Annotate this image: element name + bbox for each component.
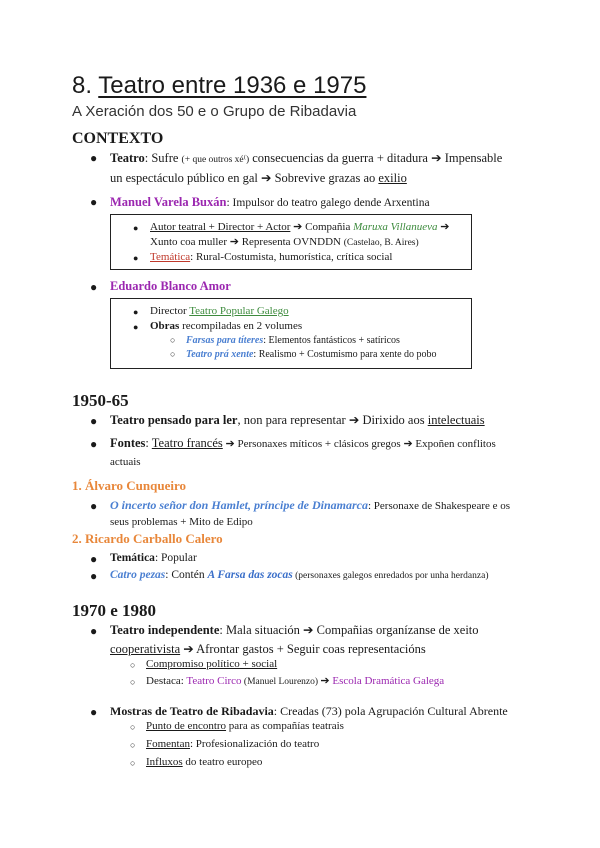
box2-obras-text: recompiladas en 2 volumes [179, 320, 303, 332]
box1-item1-a: ➔ Compañia [290, 221, 354, 233]
s1970-sub4-text: : Profesionalización do teatro [190, 738, 320, 750]
page-subtitle: A Xeración dos 50 e o Grupo de Ribadavia [72, 103, 357, 120]
carb1-bold: Temática [110, 552, 155, 564]
bullet-icon: ● [90, 569, 98, 583]
s1970-b1-bold: Teatro independente [110, 623, 220, 637]
box1-item1-b: ➔ [437, 221, 450, 233]
box1-item2-text: : Rural-Costumista, humorística, crítica social [190, 251, 393, 263]
bullet-icon: ● [90, 437, 98, 451]
circle-bullet-icon: ○ [130, 660, 136, 670]
s1950-b1-bold: Teatro pensado para ler [110, 413, 238, 427]
s1970-b1-line2 [110, 640, 426, 658]
bullet-icon: ● [133, 322, 139, 332]
s1970-sub1 [146, 657, 277, 672]
s1970-b1-line1 [110, 621, 479, 639]
s1970-b1-ul: cooperativista [110, 642, 181, 656]
s1970-sub2 [146, 674, 444, 690]
s1970-sub5-ul: Influxos [146, 756, 183, 768]
box1-item1-line1 [150, 220, 449, 235]
box2-director-green: Teatro Popular Galego [189, 305, 289, 317]
box2-sub1-blue: Farsas para títeres [186, 335, 264, 346]
s1970-b2-text: : Creadas (73) pola Agrupación Cultural Abrente [273, 704, 508, 718]
teatro-exilio: exilio [378, 171, 407, 185]
bullet-icon: ● [90, 280, 98, 294]
circle-bullet-icon: ○ [130, 677, 136, 687]
teatro-label: Teatro [110, 151, 145, 165]
box1-item1-line2 [150, 235, 419, 251]
title-number: 8. [72, 72, 93, 99]
s1950-b2-text: ➔ Personaxes míticos + clásicos gregos ➔ Expoñen conflitos [222, 438, 496, 450]
carb2-small: (personaxes galegos enredados por unha herdanza) [292, 571, 489, 581]
carb2-blue: Catro pezas [110, 569, 166, 581]
contexto-varela [110, 193, 430, 212]
s1970-sub2-small: (Manuel Lourenzo) [241, 677, 321, 687]
section-heading-contexto: CONTEXTO [72, 130, 164, 147]
s1970-sub3-ul: Punto de encontro [146, 720, 227, 732]
s1970-b1-text2: ➔ Afrontar gastos + Seguir coas representacións [180, 642, 426, 656]
bullet-icon: ● [133, 253, 139, 263]
box1-item1-small: (Castelao, B. Aires) [343, 238, 419, 248]
s1970-b2-bold: Mostras de Teatro de Ribadavia [110, 704, 274, 718]
box2-sub1 [186, 333, 400, 348]
carb2-text: : Contén [165, 569, 208, 581]
s1950-b1 [110, 411, 485, 429]
bullet-icon: ● [90, 151, 98, 165]
teatro-text2: consecuencias da guerra + ditadura ➔ Impensable [249, 151, 503, 165]
circle-bullet-icon: ○ [130, 758, 136, 768]
heading-cunqueiro: 1. Álvaro Cunqueiro [72, 478, 187, 493]
bullet-icon: ● [90, 414, 98, 428]
circle-bullet-icon: ○ [170, 335, 176, 345]
s1970-sub3-text: para as compañías teatrais [226, 720, 344, 732]
carballo-tematica [110, 549, 197, 567]
page-title [72, 72, 366, 100]
varela-text: : Impulsor do teatro galego dende Arxentina [226, 197, 430, 209]
bullet-icon: ● [90, 552, 98, 566]
bullet-icon: ● [133, 223, 139, 233]
teatro-small: (+ que outros xé⁽) [181, 155, 250, 165]
circle-bullet-icon: ○ [130, 722, 136, 732]
carb2-blue2: A Farsa das zocas [207, 569, 293, 581]
bullet-icon: ● [90, 705, 98, 719]
s1950-b2-colon: : [145, 436, 152, 450]
s1950-b2-bold: Fontes [110, 436, 146, 450]
s1970-sub2-purple2: Escola Dramática Galega [332, 675, 445, 687]
teatro-line2a: un espectáculo público en gal ➔ Sobrevive grazas ao [110, 171, 379, 185]
s1950-b1-ul: intelectuais [427, 413, 485, 427]
section-heading-1950: 1950-65 [72, 391, 129, 410]
s1970-sub5 [146, 755, 262, 770]
box2-obras-bold: Obras [150, 320, 180, 332]
s1970-sub2-purple: Teatro Circo [186, 675, 242, 687]
title-text: Teatro entre 1936 e 1975 [98, 72, 367, 99]
s1970-sub1-ul: Compromiso político + social [146, 658, 278, 670]
box2-sub1-text: : Elementos fantásticos + satíricos [263, 335, 400, 346]
carb1-text: : Popular [154, 552, 197, 564]
box2-obras [150, 319, 302, 334]
contexto-blanco [110, 277, 231, 295]
contexto-teatro-line2 [110, 169, 407, 187]
section-heading-1970: 1970 e 1980 [72, 601, 157, 620]
circle-bullet-icon: ○ [130, 740, 136, 750]
blanco-name: Eduardo Blanco Amor [110, 279, 231, 293]
cunq-text: : Personaxe de Shakespeare e os [368, 500, 511, 512]
s1950-b2-line2: actuais [110, 456, 141, 468]
box1-item1-line2-text: Xunto coa muller ➔ Representa OVNDDN [150, 236, 344, 248]
s1970-b1-text: : Mala situación ➔ Compañias organízanse de xeito [219, 623, 479, 637]
carballo-catro [110, 566, 489, 585]
s1970-b2 [110, 702, 508, 720]
teatro-text1: : Sufre [144, 151, 182, 165]
bullet-icon: ● [90, 195, 98, 209]
box1-item1-green: Maruxa Villanueva [353, 221, 438, 233]
varela-name: Manuel Varela Buxán [110, 195, 227, 209]
cunq-blue: O incerto señor don Hamlet, príncipe de Dinamarca [110, 498, 368, 512]
s1970-sub4 [146, 737, 319, 752]
bullet-icon: ● [90, 499, 98, 513]
box2-sub2-blue: Teatro prá xente [186, 349, 254, 360]
box1-item2-red: Temática [150, 251, 191, 263]
bullet-icon: ● [133, 307, 139, 317]
box1-item1-u: Autor teatral + Director + Actor [150, 221, 291, 233]
s1970-sub2-arrow: ➔ [320, 675, 333, 687]
s1970-sub4-ul: Fomentan [146, 738, 190, 750]
box1-item2 [150, 250, 392, 265]
s1970-sub5-text: do teatro europeo [182, 756, 263, 768]
box2-director-text: Director [150, 305, 190, 317]
box2-sub2-text: : Realismo + Costumismo para xente do pobo [253, 349, 437, 360]
s1950-b2-line1 [110, 434, 496, 453]
bullet-icon: ● [90, 624, 98, 638]
box2-director [150, 304, 289, 319]
contexto-teatro-line1 [110, 149, 502, 169]
s1950-b1-text: , non para representar ➔ Dirixido aos [237, 413, 428, 427]
s1950-b2-ul: Teatro francés [151, 436, 223, 450]
box2-sub2 [186, 347, 437, 362]
cunqueiro-line2: seus problemas + Mito de Edipo [110, 516, 253, 528]
s1970-sub2-text: Destaca: [146, 675, 187, 687]
s1970-sub3 [146, 719, 344, 734]
heading-carballo: 2. Ricardo Carballo Calero [72, 531, 223, 546]
circle-bullet-icon: ○ [170, 349, 176, 359]
